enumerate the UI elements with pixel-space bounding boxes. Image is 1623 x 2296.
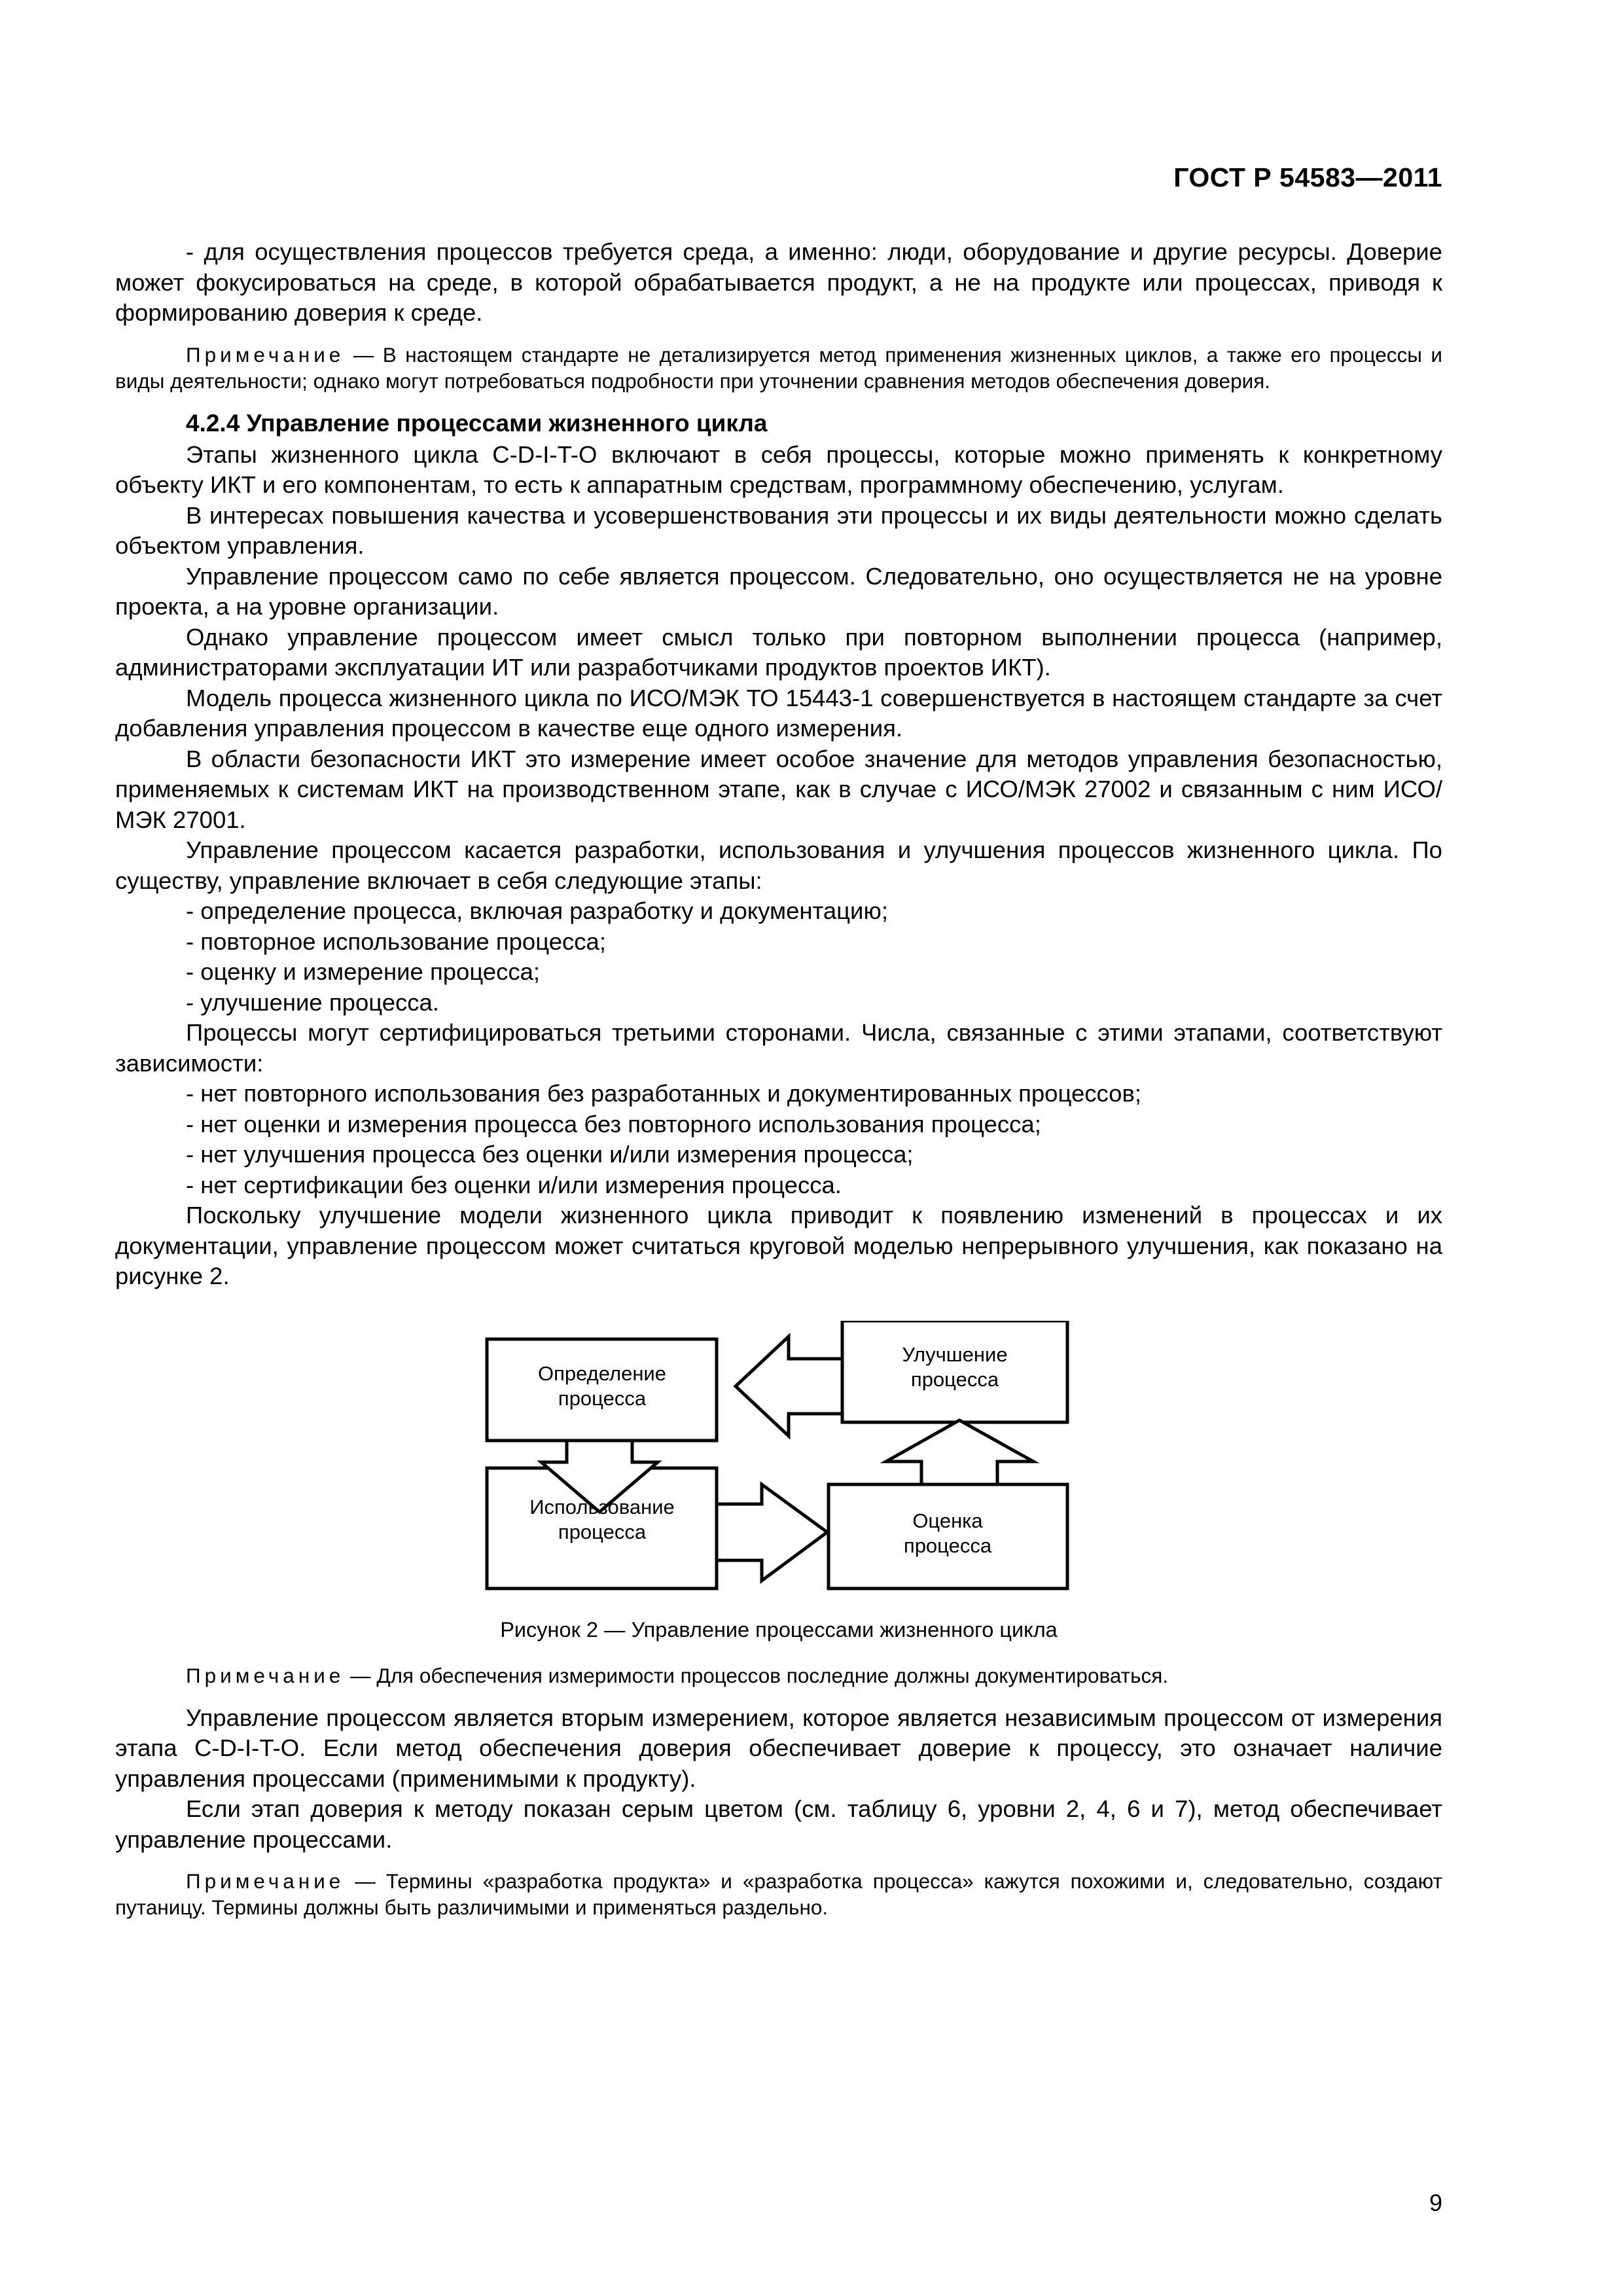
note-label: Примечание [186, 342, 345, 367]
note-label: Примечание [186, 1663, 345, 1687]
box-define-label: процесса [558, 1386, 647, 1410]
section-paragraph: Управление процессом касается разработки, использования и улучшения процессов жизненного цикла. По существу, управление включает в себя следующие этапы: [115, 836, 1442, 894]
box-assess-label: процесса [903, 1534, 992, 1557]
dependencies-list [115, 1079, 1442, 1200]
arrow-improve-to-define [736, 1336, 842, 1436]
note-text: — Термины «разработка продукта» и «разработка процесса» кажутся похожими и, следовательно, создают путаницу. Термины должны быть различимыми и применяться раздельно. [115, 1869, 1442, 1919]
list-item: - нет оценки и измерения процесса без повторного использования процесса; [186, 1110, 1041, 1138]
arrow-assess-to-improve [886, 1420, 1033, 1484]
figure-caption: Рисунок 2 — Управление процессами жизненного цикла [500, 1617, 1058, 1641]
box-assess-label: Оценка [912, 1509, 983, 1532]
page-content [115, 237, 1442, 1935]
box-define-label: Определение [537, 1361, 667, 1385]
box-use-label: Использование [529, 1495, 675, 1518]
second-dimension-paragraph: Управление процессом является вторым измерением, которое является независимым процессом от измерения этапа C-D-I-T-O. Если метод обеспечения доверия обеспечивает доверие к процессу, это означает наличие управления процессами (применимыми к продукту). [115, 1704, 1442, 1792]
certification-paragraph: Процессы могут сертифицироваться третьими сторонами. Числа, связанные с этими этапами, соответствуют зависимости: [115, 1019, 1442, 1077]
box-improve-label: Улучшение [902, 1342, 1008, 1366]
list-item: - определение процесса, включая разработку и документацию; [186, 897, 888, 924]
diagram-svg [115, 1321, 1442, 1602]
list-item: - повторное использование процесса; [186, 927, 606, 955]
list-item: - нет улучшения процесса без оценки и/или измерения процесса; [186, 1141, 914, 1168]
process-cycle-diagram [115, 1321, 1442, 1602]
note-label: Примечание [186, 1869, 345, 1893]
section-paragraph: Модель процесса жизненного цикла по ИСО/МЭК ТО 15443-1 совершенствуется в настоящем стандарте за счет добавления управления процессом в качестве еще одного измерения. [115, 684, 1442, 742]
note-text: — Для обеспечения измеримости процессов последние должны документироваться. [344, 1663, 1169, 1687]
section-paragraph: Однако управление процессом имеет смысл только при повторном выполнении процесса (например, администраторами эксплуатации ИТ или разработчиками продуктов проектов ИКТ). [115, 623, 1442, 681]
section-heading: 4.2.4 Управление процессами жизненного цикла [186, 409, 768, 437]
section-paragraph: Этапы жизненного цикла C-D-I-T-O включают в себя процессы, которые можно применять к конкретному объекту ИКТ и его компонентам, то есть к аппаратным средствам, программному обеспечению, услугам. [115, 440, 1442, 498]
stages-list [115, 896, 1442, 1018]
box-use-label: процесса [558, 1520, 647, 1543]
note-text: — В настоящем стандарте не детализируется метод применения жизненных циклов, а также его процессы и виды деятельности; однако могут потребоваться подробности при уточнении сравнения методов обеспечения доверия. [115, 342, 1442, 393]
section-paragraph: В области безопасности ИКТ это измерение имеет особое значение для методов управления безопасностью, применяемых к системам ИКТ на производственном этапе, как в случае с ИСО/МЭК 27002 и связанным с ним ИСО/МЭК 27001. [115, 745, 1442, 833]
list-item: - улучшение процесса. [186, 988, 439, 1016]
section-paragraph: В интересах повышения качества и усовершенствования эти процессы и их виды деятельности можно сделать объектом управления. [115, 501, 1442, 559]
note-2 [115, 1662, 1442, 1689]
section-paragraph: Управление процессом само по себе является процессом. Следовательно, оно осуществляется не на уровне проекта, а на уровне организации. [115, 562, 1442, 620]
note-1 [115, 342, 1442, 394]
arrow-use-to-assess [717, 1484, 827, 1581]
grey-stage-paragraph: Если этап доверия к методу показан серым цветом (см. таблицу 6, уровни 2, 4, 6 и 7), метод обеспечивает управление процессами. [115, 1795, 1442, 1853]
list-item: - нет повторного использования без разработанных и документированных процессов; [186, 1080, 1141, 1107]
document-id-header: ГОСТ Р 54583—2011 [1173, 162, 1442, 192]
note-3 [115, 1868, 1442, 1920]
list-item: - нет сертификации без оценки и/или измерения процесса. [186, 1171, 842, 1198]
page-number: 9 [1429, 2189, 1442, 2216]
list-item: - оценку и измерение процесса; [186, 958, 541, 985]
box-improve-label: процесса [910, 1367, 999, 1391]
cycle-paragraph: Поскольку улучшение модели жизненного цикла приводит к появлению изменений в процессах и их документации, управление процессом может считаться круговой моделью непрерывного улучшения, как показано на рисунке 2. [115, 1202, 1442, 1289]
environment-paragraph: - для осуществления процессов требуется среда, а именно: люди, оборудование и другие ресурсы. Доверие может фокусироваться на среде, в которой обрабатывается продукт, а не на продукте или процессах, приводя к формированию доверия к среде. [115, 238, 1442, 326]
